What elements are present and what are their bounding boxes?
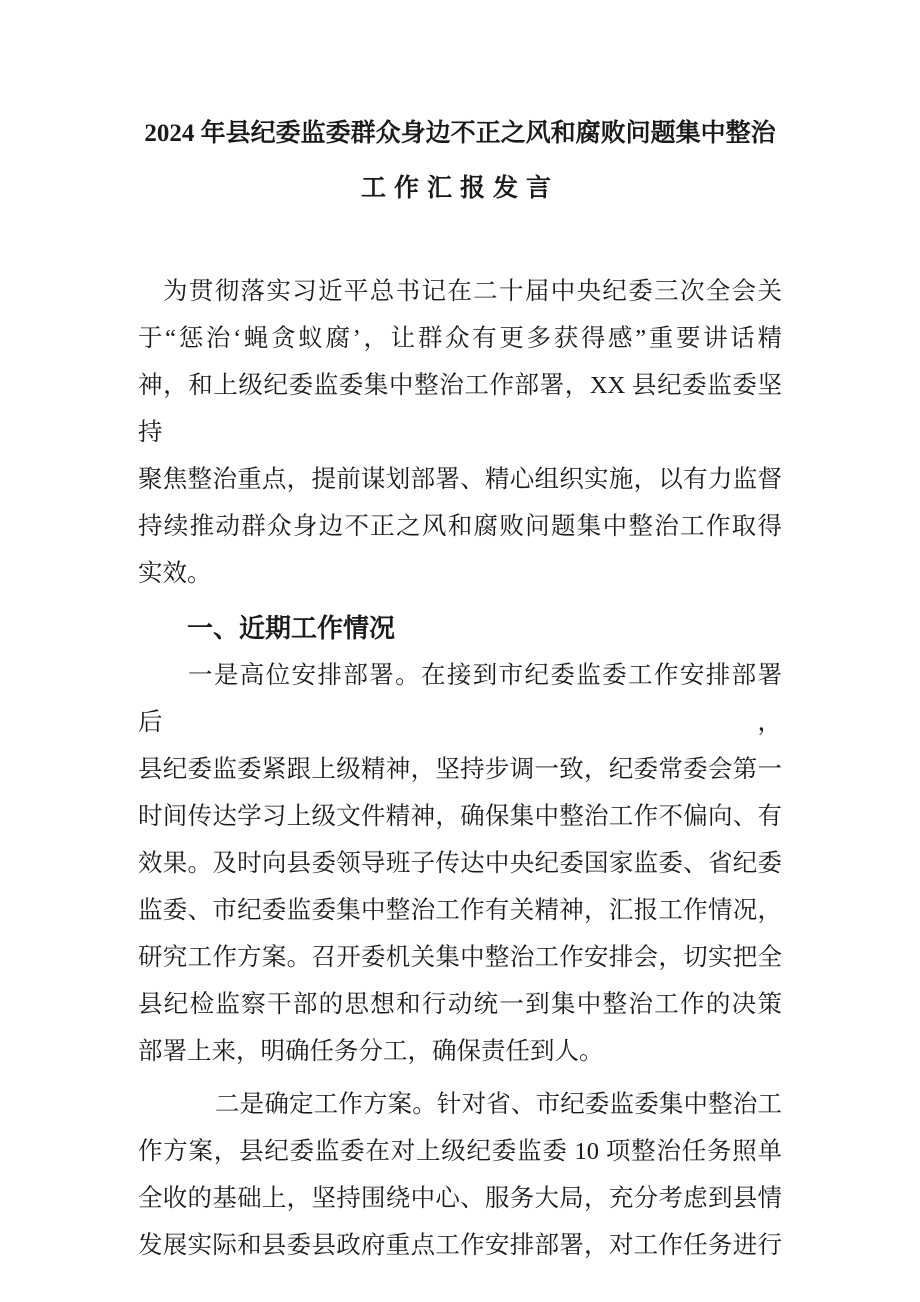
section-heading: [138, 605, 782, 652]
paragraph: [138, 652, 782, 1075]
paragraph-line: 于“惩治‘蝇贪蚁腐’，让群众有更多获得感”重要讲话精: [138, 325, 782, 352]
paragraph-line: 监委、市纪委监委集中整治工作有关精神，汇报工作情况，: [138, 897, 782, 924]
document-body: [138, 268, 782, 1269]
paragraph-line: 为贯彻落实习近平总书记在二十届中央纪委三次全会关: [163, 278, 782, 305]
paragraph: [138, 268, 782, 597]
paragraph-line: 聚焦整治重点，提前谋划部署、精心组织实施，以有力监督: [138, 466, 782, 493]
paragraph-line: 效果。及时向县委领导班子传达中央纪委国家监委、省纪委: [138, 850, 782, 877]
paragraph-line: 持续推动群众身边不正之风和腐败问题集中整治工作取得: [138, 513, 782, 540]
paragraph-line: 县纪检监察干部的思想和行动统一到集中整治工作的决策: [138, 991, 782, 1018]
paragraph-line: 发展实际和县委县政府重点工作安排部署，对工作任务进行: [138, 1232, 782, 1259]
paragraph-line: 县纪委监委紧跟上级精神，坚持步调一致，纪委常委会第一: [138, 756, 782, 783]
document-title: [138, 0, 782, 216]
paragraph-line: 一是高位安排部署。在接到市纪委监委工作安排部署后，: [138, 662, 782, 736]
paragraph-line: 全收的基础上，坚持围绕中心、服务大局，充分考虑到县情: [138, 1185, 782, 1212]
paragraph-line: 研究工作方案。召开委机关集中整治工作安排会，切实把全: [138, 944, 782, 971]
title-line: 2024 年县纪委监委群众身边不正之风和腐败问题集中整治: [144, 120, 776, 147]
title-line: 工作汇报发言: [360, 175, 559, 202]
paragraph-line: 神，和上级纪委监委集中整治工作部署，XX 县纪委监委坚持: [138, 372, 782, 446]
paragraph-line: 时间传达学习上级文件精神，确保集中整治工作不偏向、有: [138, 803, 782, 830]
paragraph-line: 实效。: [138, 560, 212, 587]
paragraph-line: 二是确定工作方案。针对省、市纪委监委集中整治工: [215, 1091, 782, 1118]
paragraph: [138, 1081, 782, 1269]
paragraph-line: 部署上来，明确任务分工，确保责任到人。: [138, 1038, 604, 1065]
heading-line: 一、近期工作情况: [187, 613, 396, 643]
paragraph-line: 作方案，县纪委监委在对上级纪委监委 10 项整治任务照单: [138, 1138, 782, 1165]
